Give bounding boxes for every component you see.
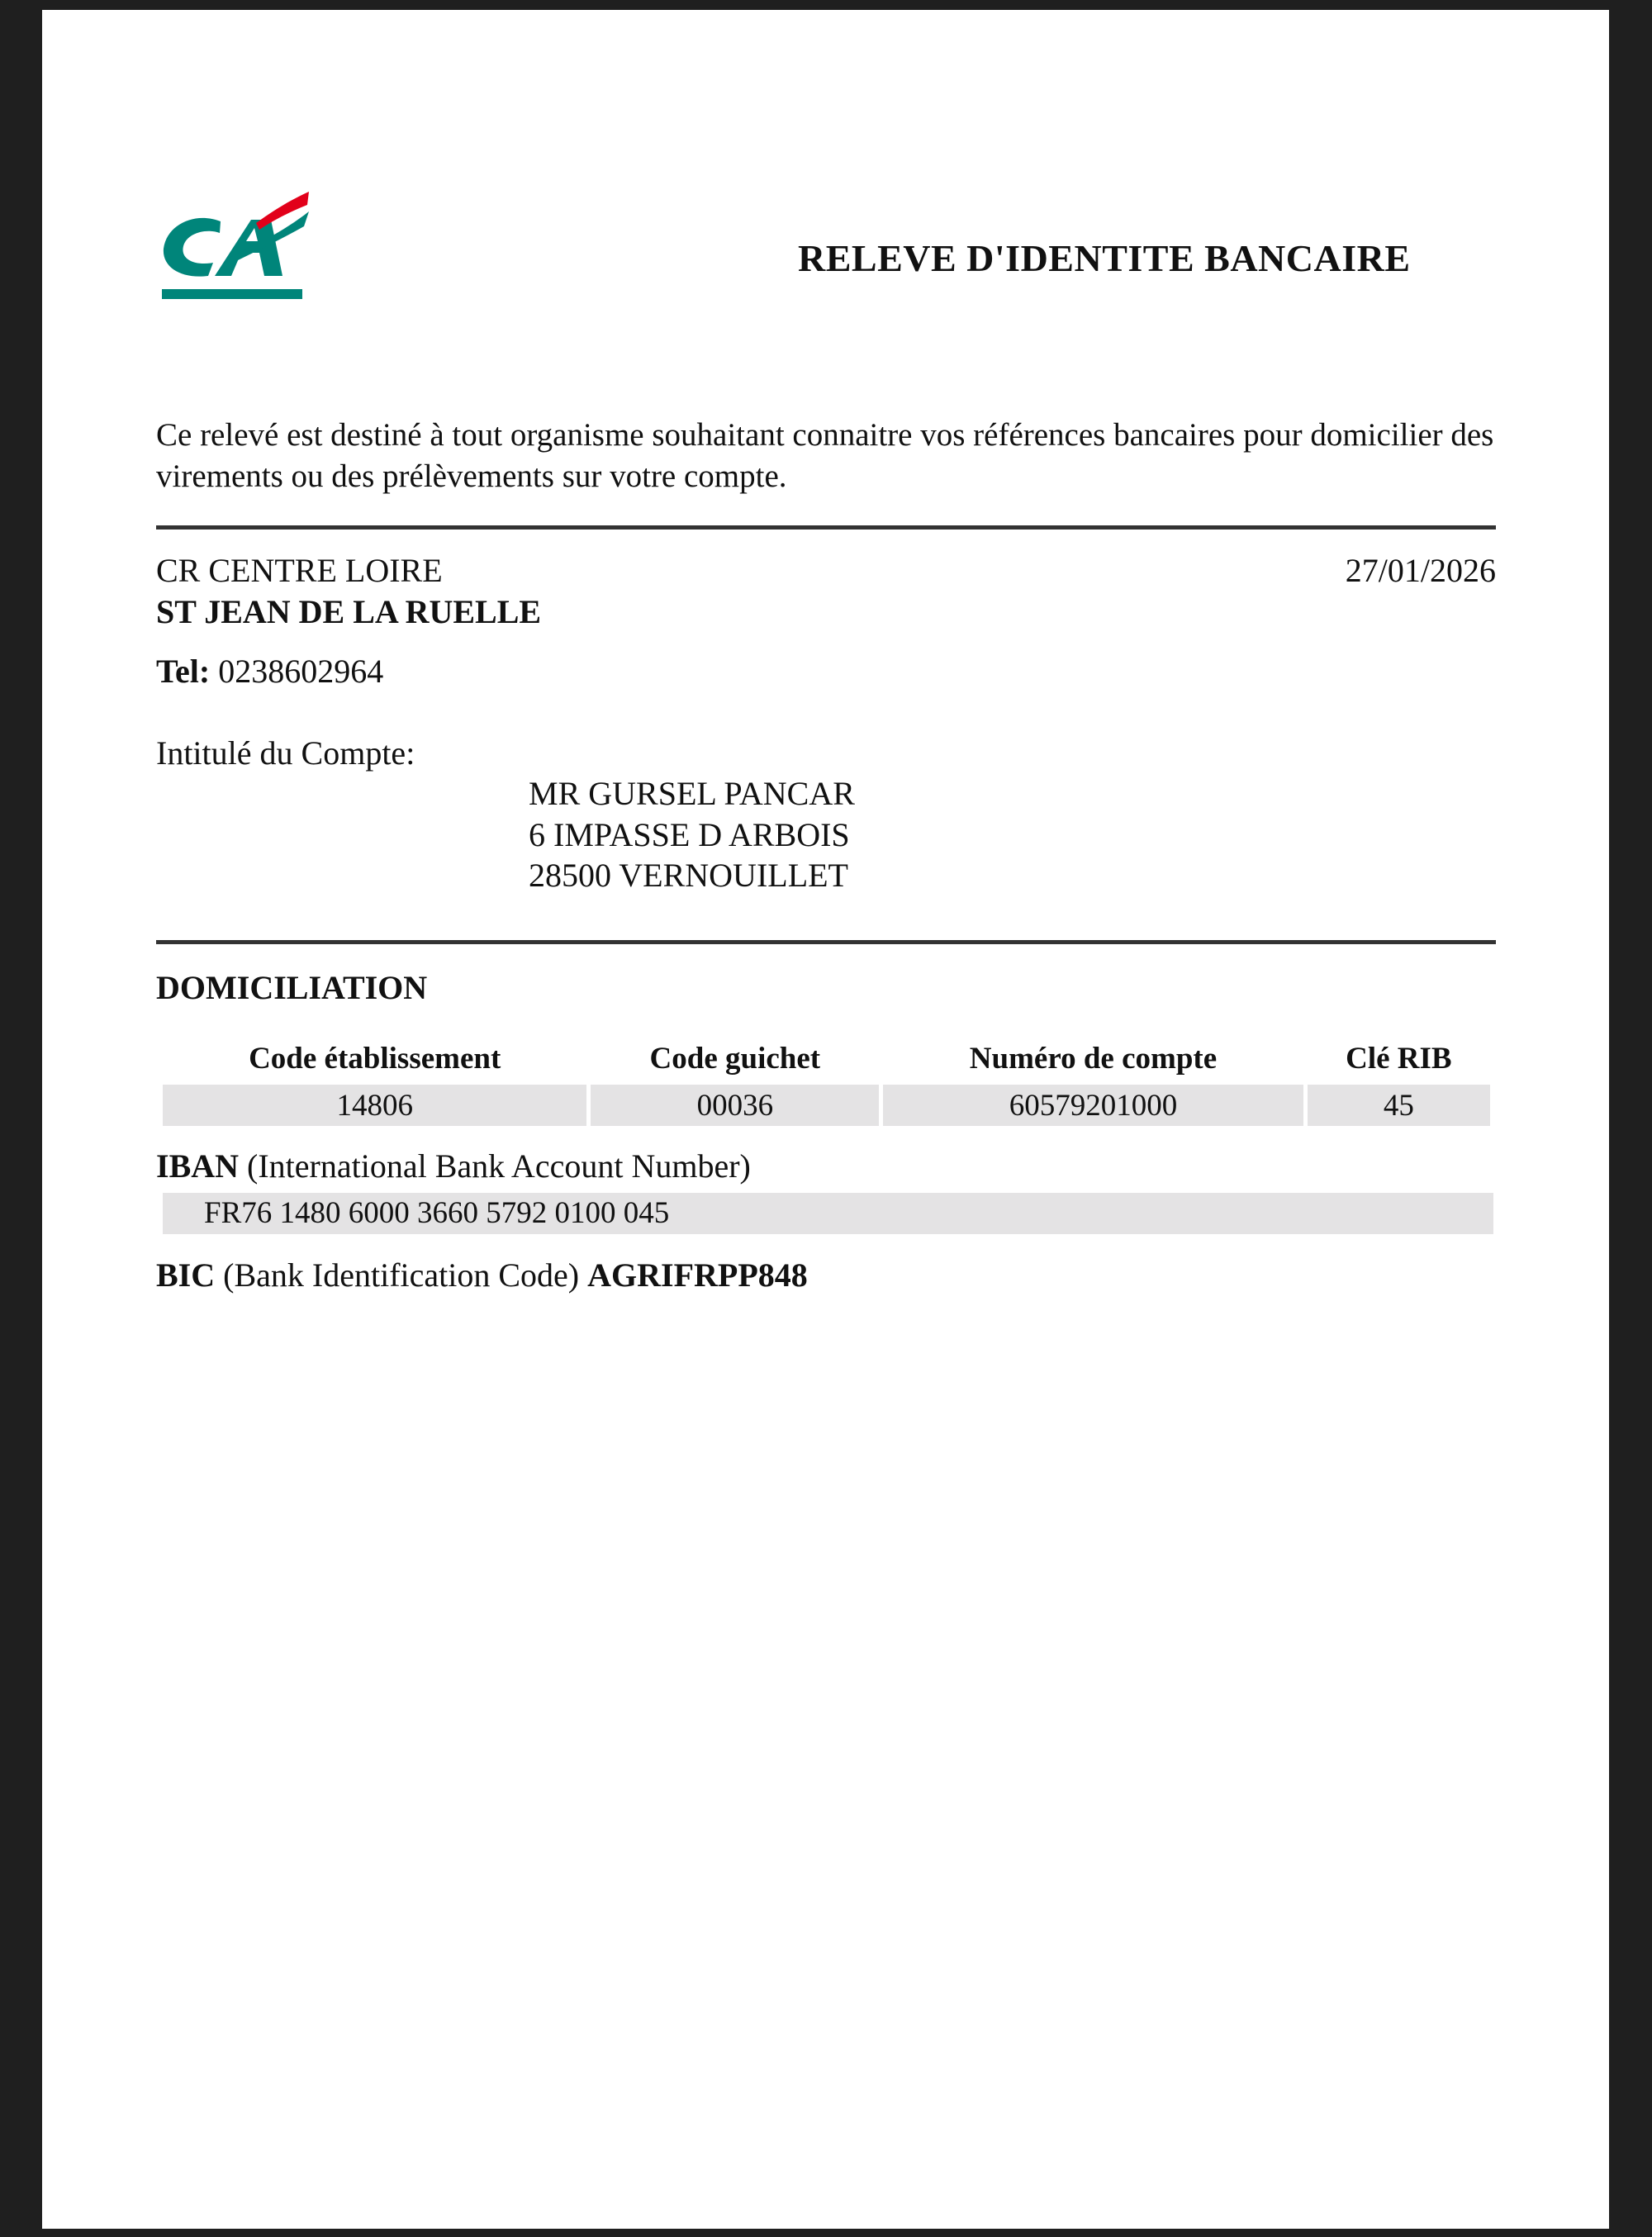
- bic-line: [156, 1256, 808, 1294]
- value-account-number: 60579201000: [883, 1085, 1303, 1126]
- agency-name: CR CENTRE LOIRE: [156, 552, 443, 589]
- iban-value: FR76 1480 6000 3660 5792 0100 045: [204, 1196, 670, 1230]
- section-divider: [156, 940, 1496, 944]
- bank-logo: [159, 187, 311, 306]
- header-branch-code: Code guichet: [649, 1042, 821, 1076]
- iban-heading: [156, 1147, 751, 1185]
- rib-header-row: [163, 1034, 1490, 1085]
- account-address-line2: 28500 VERNOUILLET: [529, 857, 848, 894]
- domiciliation-title: DOMICILIATION: [156, 969, 428, 1006]
- intro-text: Ce relevé est destiné à tout organisme souhaitant connaitre vos références bancaires pour domicilier des virements ou des prélèvements sur votre compte.: [156, 417, 1494, 494]
- iban-description: (International Bank Account Number): [247, 1147, 751, 1185]
- rib-value-row: [163, 1085, 1490, 1126]
- document-page: [42, 10, 1609, 2229]
- document-title: RELEVE D'IDENTITE BANCAIRE: [798, 237, 1411, 279]
- document-date: 27/01/2026: [1345, 552, 1496, 589]
- phone-number: 0238602964: [218, 653, 384, 690]
- phone-label: Tel:: [156, 653, 211, 690]
- account-address-line1: 6 IMPASSE D ARBOIS: [529, 816, 850, 853]
- iban-field: [163, 1193, 1493, 1234]
- header-rib-key: Clé RIB: [1346, 1042, 1452, 1076]
- header-account-number: Numéro de compte: [969, 1042, 1218, 1076]
- agency-branch: ST JEAN DE LA RUELLE: [156, 593, 542, 630]
- agency-phone: [156, 652, 383, 691]
- bic-description: (Bank Identification Code): [223, 1256, 580, 1294]
- account-label: Intitulé du Compte:: [156, 734, 415, 772]
- value-rib-key: 45: [1308, 1085, 1490, 1126]
- account-holder: MR GURSEL PANCAR: [529, 775, 855, 812]
- value-bank-code: 14806: [163, 1085, 586, 1126]
- section-divider: [156, 525, 1496, 530]
- bic-label: BIC: [156, 1256, 216, 1294]
- bic-value: AGRIFRPP848: [587, 1256, 808, 1294]
- rib-table: [159, 1034, 1494, 1126]
- iban-label: IBAN: [156, 1147, 240, 1185]
- value-branch-code: 00036: [591, 1085, 879, 1126]
- header-bank-code: Code établissement: [249, 1042, 501, 1076]
